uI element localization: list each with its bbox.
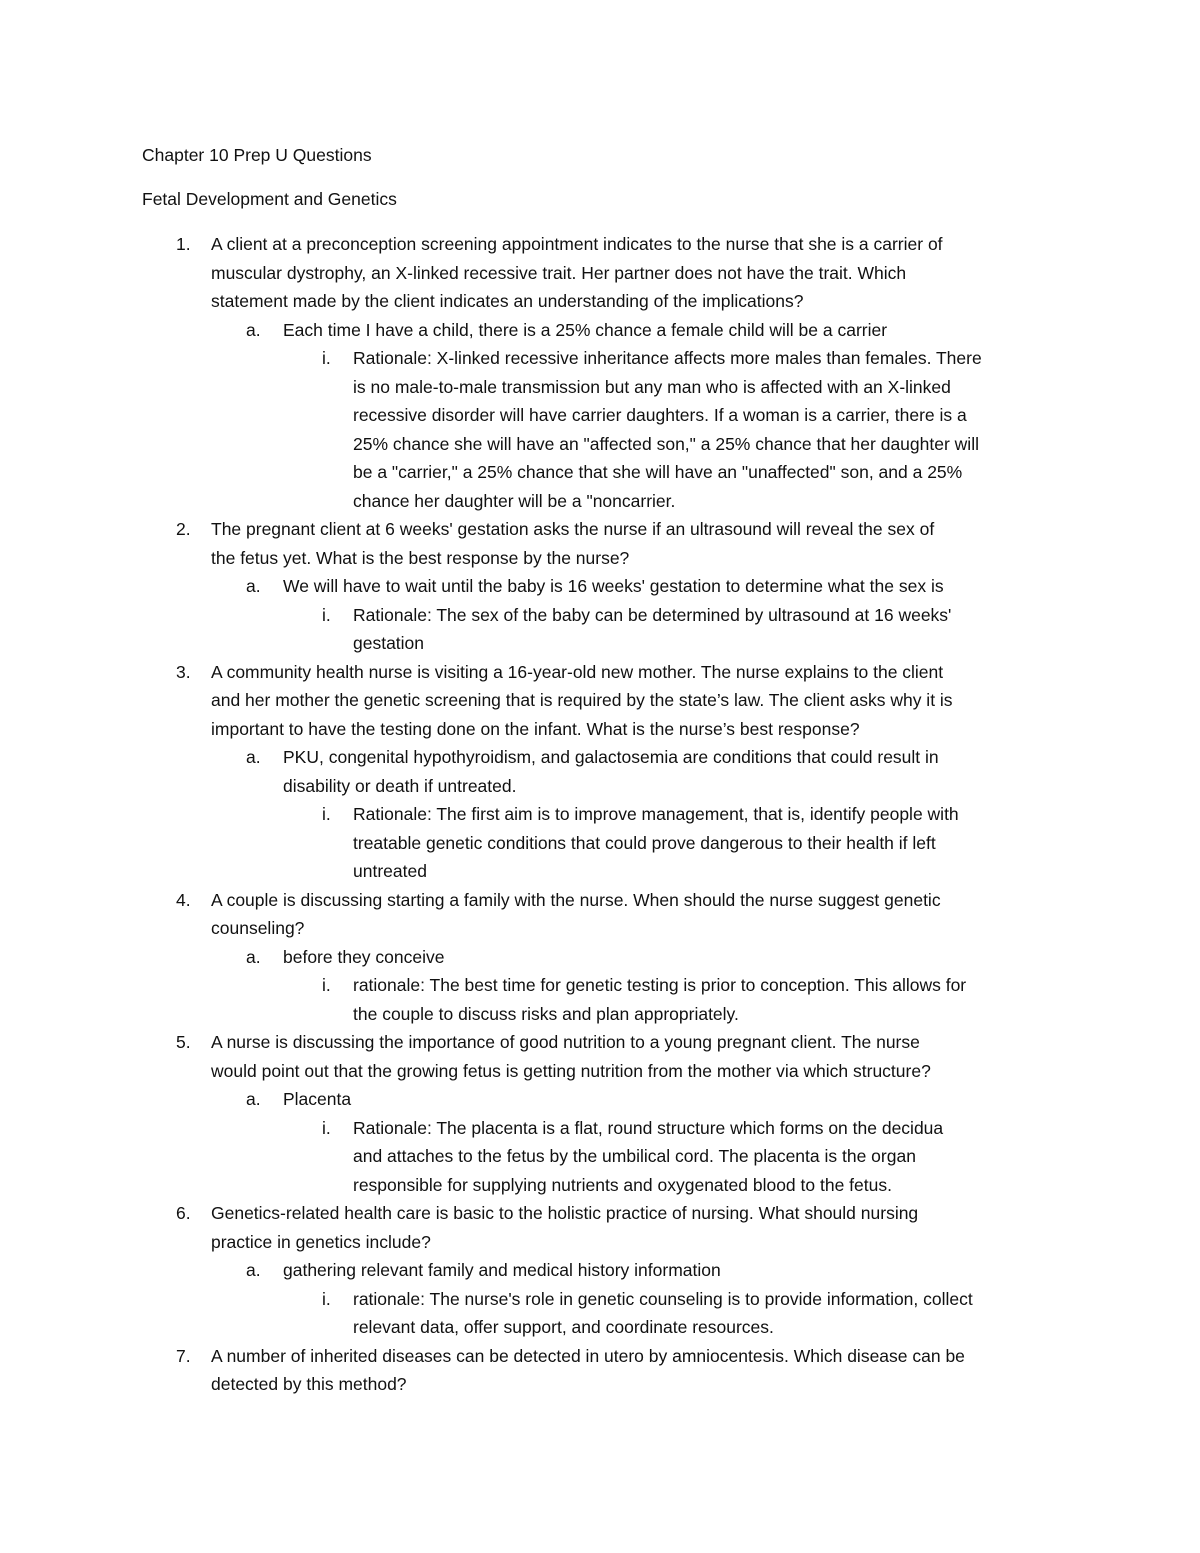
rationale-text — [353, 1285, 1073, 1342]
rationale-marker: i. — [322, 348, 331, 368]
rationale-text — [353, 1114, 1073, 1200]
question-text — [211, 515, 1091, 572]
answer-marker: a. — [246, 1260, 261, 1280]
question-text — [211, 1342, 1091, 1399]
rationale-item — [0, 1285, 1200, 1342]
rationale-line: Rationale: The first aim is to improve management, that is, identify people with — [353, 804, 959, 824]
question-line: the fetus yet. What is the best response by the nurse? — [211, 547, 630, 568]
question-line: A couple is discussing starting a family with the nurse. When should the nurse suggest genetic — [211, 889, 941, 910]
question-item — [0, 230, 1200, 316]
question-line: A client at a preconception screening appointment indicates to the nurse that she is a carrier of — [211, 234, 943, 254]
document-subtitle: Fetal Development and Genetics — [142, 189, 397, 209]
question-item — [0, 1342, 1200, 1399]
question-line: A community health nurse is visiting a 16-year-old new mother. The nurse explains to the client — [211, 661, 944, 682]
question-line: Genetics-related health care is basic to the holistic practice of nursing. What should nursing — [211, 1203, 919, 1223]
document-title: Chapter 10 Prep U Questions — [142, 145, 372, 165]
rationale-line: untreated — [353, 861, 427, 881]
question-line: important to have the testing done on the infant. What is the nurse’s best response? — [211, 718, 860, 739]
answer-text — [283, 943, 1083, 972]
rationale-marker: i. — [322, 975, 331, 995]
rationale-line: rationale: The best time for genetic testing is prior to conception. This allows for — [353, 975, 967, 995]
rationale-line: 25% chance she will have an "affected son," a 25% chance that her daughter will — [353, 433, 979, 454]
answer-text — [283, 572, 1083, 601]
question-number: 4. — [176, 889, 191, 910]
question-number: 2. — [176, 519, 191, 539]
rationale-line: and attaches to the fetus by the umbilical cord. The placenta is the organ — [353, 1146, 916, 1166]
question-item — [0, 886, 1200, 943]
question-line: would point out that the growing fetus is getting nutrition from the mother via which structure? — [211, 1060, 931, 1081]
rationale-item — [0, 800, 1200, 886]
question-number: 1. — [176, 234, 191, 254]
answer-line: disability or death if untreated. — [283, 775, 517, 796]
answer-item — [0, 572, 1200, 601]
rationale-line: Rationale: The sex of the baby can be determined by ultrasound at 16 weeks' — [353, 604, 952, 625]
rationale-line: Rationale: The placenta is a flat, round structure which forms on the decidua — [353, 1117, 944, 1138]
question-text — [211, 230, 1091, 316]
question-line: A nurse is discussing the importance of good nutrition to a young pregnant client. The nurse — [211, 1032, 920, 1052]
question-line: The pregnant client at 6 weeks' gestation asks the nurse if an ultrasound will reveal the sex of — [211, 519, 935, 539]
answer-line: PKU, congenital hypothyroidism, and galactosemia are conditions that could result in — [283, 747, 939, 767]
rationale-text — [353, 601, 1073, 658]
rationale-text — [353, 344, 1073, 515]
question-line: statement made by the client indicates an understanding of the implications? — [211, 291, 804, 311]
question-item — [0, 1028, 1200, 1085]
rationale-line: rationale: The nurse's role in genetic counseling is to provide information, collect — [353, 1288, 973, 1309]
rationale-marker: i. — [322, 1117, 331, 1138]
answer-item — [0, 1085, 1200, 1114]
rationale-line: recessive disorder will have carrier daughters. If a woman is a carrier, there is a — [353, 405, 967, 425]
answer-line: gathering relevant family and medical history information — [283, 1260, 721, 1280]
question-list — [0, 230, 1200, 1399]
question-line: A number of inherited diseases can be detected in utero by amniocentesis. Which disease can be — [211, 1345, 965, 1366]
question-text — [211, 1199, 1091, 1256]
rationale-line: the couple to discuss risks and plan appropriately. — [353, 1003, 739, 1024]
answer-marker: a. — [246, 319, 261, 340]
question-line: counseling? — [211, 918, 305, 938]
rationale-marker: i. — [322, 604, 331, 625]
answer-marker: a. — [246, 1089, 261, 1109]
rationale-item — [0, 1114, 1200, 1200]
rationale-line: gestation — [353, 633, 425, 653]
question-text — [211, 1028, 1091, 1085]
answer-text — [283, 743, 1083, 800]
question-line: practice in genetics include? — [211, 1231, 431, 1252]
question-item — [0, 1199, 1200, 1256]
rationale-line: responsible for supplying nutrients and oxygenated blood to the fetus. — [353, 1174, 892, 1195]
question-number: 6. — [176, 1203, 191, 1223]
answer-item — [0, 1256, 1200, 1285]
rationale-line: relevant data, offer support, and coordinate resources. — [353, 1317, 774, 1337]
answer-item — [0, 316, 1200, 345]
question-line: detected by this method? — [211, 1374, 407, 1394]
question-text — [211, 658, 1091, 744]
answer-text — [283, 1256, 1083, 1285]
rationale-item — [0, 344, 1200, 515]
question-item — [0, 515, 1200, 572]
rationale-text — [353, 800, 1073, 886]
answer-item — [0, 743, 1200, 800]
rationale-item — [0, 601, 1200, 658]
answer-line: Placenta — [283, 1089, 352, 1109]
answer-line: We will have to wait until the baby is 16 weeks' gestation to determine what the sex is — [283, 576, 944, 596]
answer-text — [283, 1085, 1083, 1114]
question-item — [0, 658, 1200, 744]
rationale-line: Rationale: X-linked recessive inheritance affects more males than females. There — [353, 348, 982, 368]
answer-marker: a. — [246, 576, 261, 596]
question-text — [211, 886, 1091, 943]
answer-marker: a. — [246, 946, 261, 967]
question-number: 3. — [176, 661, 191, 682]
answer-text — [283, 316, 1083, 345]
answer-marker: a. — [246, 747, 261, 767]
rationale-marker: i. — [322, 804, 331, 824]
rationale-line: be a "carrier," a 25% chance that she will have an "unaffected" son, and a 25% — [353, 462, 963, 482]
rationale-text — [353, 971, 1073, 1028]
answer-item — [0, 943, 1200, 972]
rationale-line: is no male-to-male transmission but any man who is affected with an X-linked — [353, 376, 951, 397]
question-number: 5. — [176, 1032, 191, 1052]
answer-line: Each time I have a child, there is a 25% chance a female child will be a carrier — [283, 319, 888, 340]
question-line: and her mother the genetic screening that is required by the state’s law. The client asks why it is — [211, 690, 953, 710]
rationale-item — [0, 971, 1200, 1028]
rationale-marker: i. — [322, 1288, 331, 1309]
rationale-line: treatable genetic conditions that could prove dangerous to their health if left — [353, 832, 936, 853]
answer-line: before they conceive — [283, 946, 445, 967]
question-number: 7. — [176, 1345, 191, 1366]
rationale-line: chance her daughter will be a "noncarrier. — [353, 490, 676, 511]
question-line: muscular dystrophy, an X-linked recessive trait. Her partner does not have the trait. Which — [211, 262, 907, 283]
